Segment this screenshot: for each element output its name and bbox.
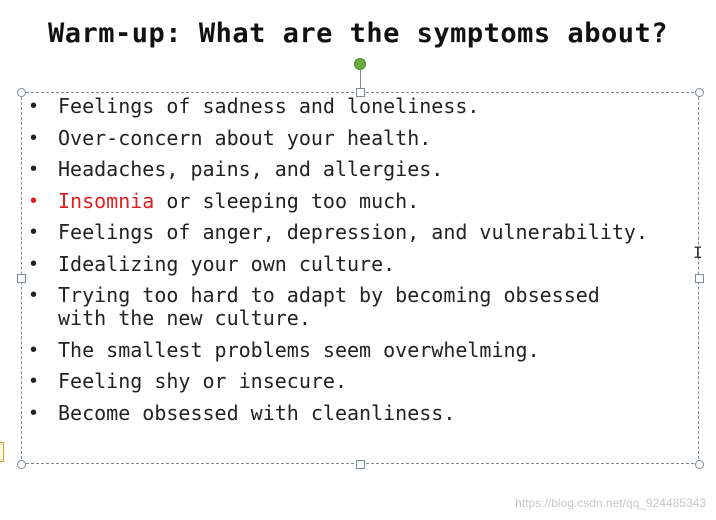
bullet-item xyxy=(30,253,698,276)
highlighted-word: Insomnia xyxy=(58,188,155,213)
bullet-dot: • xyxy=(30,401,38,424)
bullet-item xyxy=(30,127,698,150)
bullet-dot: • xyxy=(30,370,38,392)
bullet-dot: • xyxy=(30,126,38,149)
bullet-text: or sleeping too much. xyxy=(154,188,420,213)
bullet-item xyxy=(30,95,698,118)
bullet-dot: • xyxy=(30,284,38,306)
slide-edge-marker xyxy=(0,442,4,462)
resize-handle-bottom-left[interactable] xyxy=(17,460,26,469)
bullet-item xyxy=(30,339,698,362)
bullet-text: The smallest problems seem overwhelming. xyxy=(58,337,540,362)
bullet-text: Idealizing your own culture. xyxy=(58,251,396,276)
watermark-text: https://blog.csdn.net/qq_924485343 xyxy=(515,496,706,510)
bullet-item xyxy=(30,402,698,425)
resize-handle-bottom-right[interactable] xyxy=(695,460,704,469)
bullet-dot: • xyxy=(30,338,38,361)
bullet-text: Feelings of sadness and loneliness. xyxy=(58,94,480,118)
symptom-bullet-list[interactable] xyxy=(30,95,698,433)
bullet-text: Feelings of anger, depression, and vulnerability. xyxy=(58,220,649,244)
bullet-text: Feeling shy or insecure. xyxy=(58,369,347,393)
bullet-text: Over-concern about your health. xyxy=(58,125,432,150)
bullet-item xyxy=(30,284,698,330)
resize-handle-middle-left[interactable] xyxy=(17,274,26,283)
slide-title: Warm-up: What are the symptoms about? xyxy=(48,18,668,49)
bullet-text: Trying too hard to adapt by becoming obsessed with the new culture. xyxy=(58,283,600,330)
resize-handle-top-left[interactable] xyxy=(17,88,26,97)
bullet-item xyxy=(30,158,698,181)
text-cursor-icon: I xyxy=(693,243,703,262)
bullet-item-highlighted xyxy=(30,190,698,213)
bullet-text: Headaches, pains, and allergies. xyxy=(58,157,444,181)
bullet-dot: • xyxy=(30,158,38,180)
bullet-dot: • xyxy=(30,189,38,212)
resize-handle-bottom-center[interactable] xyxy=(356,460,365,469)
bullet-dot: • xyxy=(30,252,38,275)
rotation-handle[interactable] xyxy=(354,58,366,70)
bullet-dot: • xyxy=(30,95,38,117)
bullet-item xyxy=(30,370,698,393)
bullet-text: Become obsessed with cleanliness. xyxy=(58,400,456,425)
bullet-item xyxy=(30,221,698,244)
bullet-dot: • xyxy=(30,221,38,243)
